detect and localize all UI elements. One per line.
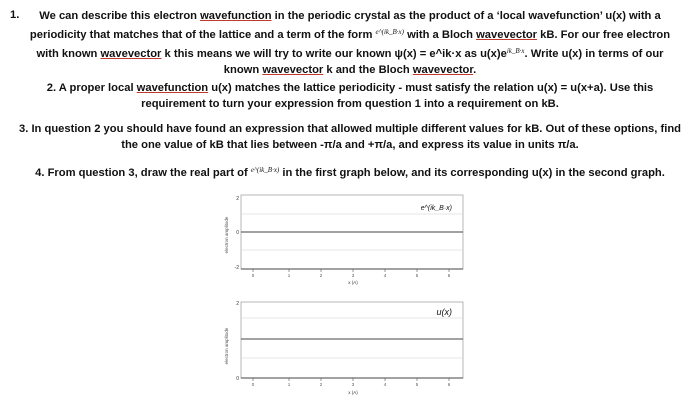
q1-line-2: periodicity that matches that of the lattice and a term of the form $^{e\^{}(ik\_B\cdot x)}$ with a Bloch wavevector kB. For our free electron <box>29 28 671 41</box>
graph-2-xtick-label: 4 <box>383 382 387 387</box>
graph-2-xtick-label: 0 <box>251 382 255 387</box>
graph-2-xlabel: x (A) <box>348 390 358 395</box>
question-2 <box>0 80 700 112</box>
graph-1-xtick-label: 0 <box>251 273 255 278</box>
graph-2-xtick-label: 3 <box>351 382 355 387</box>
graph-1-ylabel: electron amplitude <box>224 216 229 254</box>
graph-1-ytick: -2 <box>234 265 239 271</box>
q3-line-2: the one value of kB that lies between -π/a and +π/a, and express its value in units π/a. <box>121 139 579 151</box>
graph-2-svg[interactable] <box>222 298 465 398</box>
graph-2-ytick: 0 <box>236 376 239 382</box>
q1-line-4: known wavevector k and the Bloch wavevector. <box>223 64 477 76</box>
question-1-number: 1. <box>10 9 20 21</box>
graph-2-xtick-label: 5 <box>415 382 419 387</box>
graph-2-ylabel: electron amplitude <box>224 327 229 365</box>
graph-1-svg[interactable] <box>222 190 465 286</box>
q4-exp: e^(ik_B·x) <box>250 166 280 174</box>
graph-2-gridlines <box>241 318 463 358</box>
graph-1 <box>222 190 465 286</box>
graph-1-xtick-label: 4 <box>383 273 387 278</box>
q1-line-3: with known wavevector k this means we will try to write our known ψ(x) = e^ik·x as $u(x)e^{ik\_B\cdot x}$. Write u(x) in terms of our <box>36 47 664 60</box>
q1-exp-2: ik_B·x <box>506 47 525 55</box>
graph-1-ytick: 0 <box>236 230 239 236</box>
q2-line-2: requirement to turn your expression from question 1 into a requirement on kB. <box>141 98 559 110</box>
q1-line-1: We can describe this electron wavefunction in the periodic crystal as the product of a ‘local wavefunction’ u(x) with a <box>39 10 661 22</box>
graph-1-xlabel: x (A) <box>348 280 358 285</box>
graph-1-xtick-label: 2 <box>319 273 323 278</box>
q2-line-1: 2. A proper local wavefunction u(x) matches the lattice periodicity - must satisfy the relation u(x) = u(x+a). Use this <box>46 82 654 94</box>
graph-2-legend: u(x) <box>436 307 452 317</box>
graph-1-xtick-label: 6 <box>447 273 451 278</box>
graph-1-xtick-label: 3 <box>351 273 355 278</box>
q3-line-1: 3. In question 2 you should have found an expression that allowed multiple different values for kB. Out of these options, find <box>19 123 681 135</box>
graph-2 <box>222 298 465 398</box>
graph-1-legend: e^(ik_B·x) <box>420 205 452 212</box>
graph-1-xtick-label: 5 <box>415 273 419 278</box>
graph-2-xtick-label: 6 <box>447 382 451 387</box>
question-4: 4. From question 3, draw the real part of $^{e\^{}(ik\_B\cdot x)}$ in the first graph below, and its corresponding u(x) in the second graph. <box>35 166 665 179</box>
graph-1-xticks <box>253 269 449 272</box>
graph-2-xtick-label: 1 <box>287 382 291 387</box>
question-1 <box>0 8 700 78</box>
graph-1-ytick: 2 <box>236 196 239 202</box>
graph-2-plot-frame <box>241 302 463 378</box>
graph-2-xticks <box>253 378 449 381</box>
graph-2-ytick: 2 <box>236 301 239 307</box>
graph-1-xtick-label: 1 <box>287 273 291 278</box>
question-3 <box>0 121 700 153</box>
q1-exp-1: e^(ik_B·x) <box>375 28 404 36</box>
graph-2-xtick-label: 2 <box>319 382 323 387</box>
